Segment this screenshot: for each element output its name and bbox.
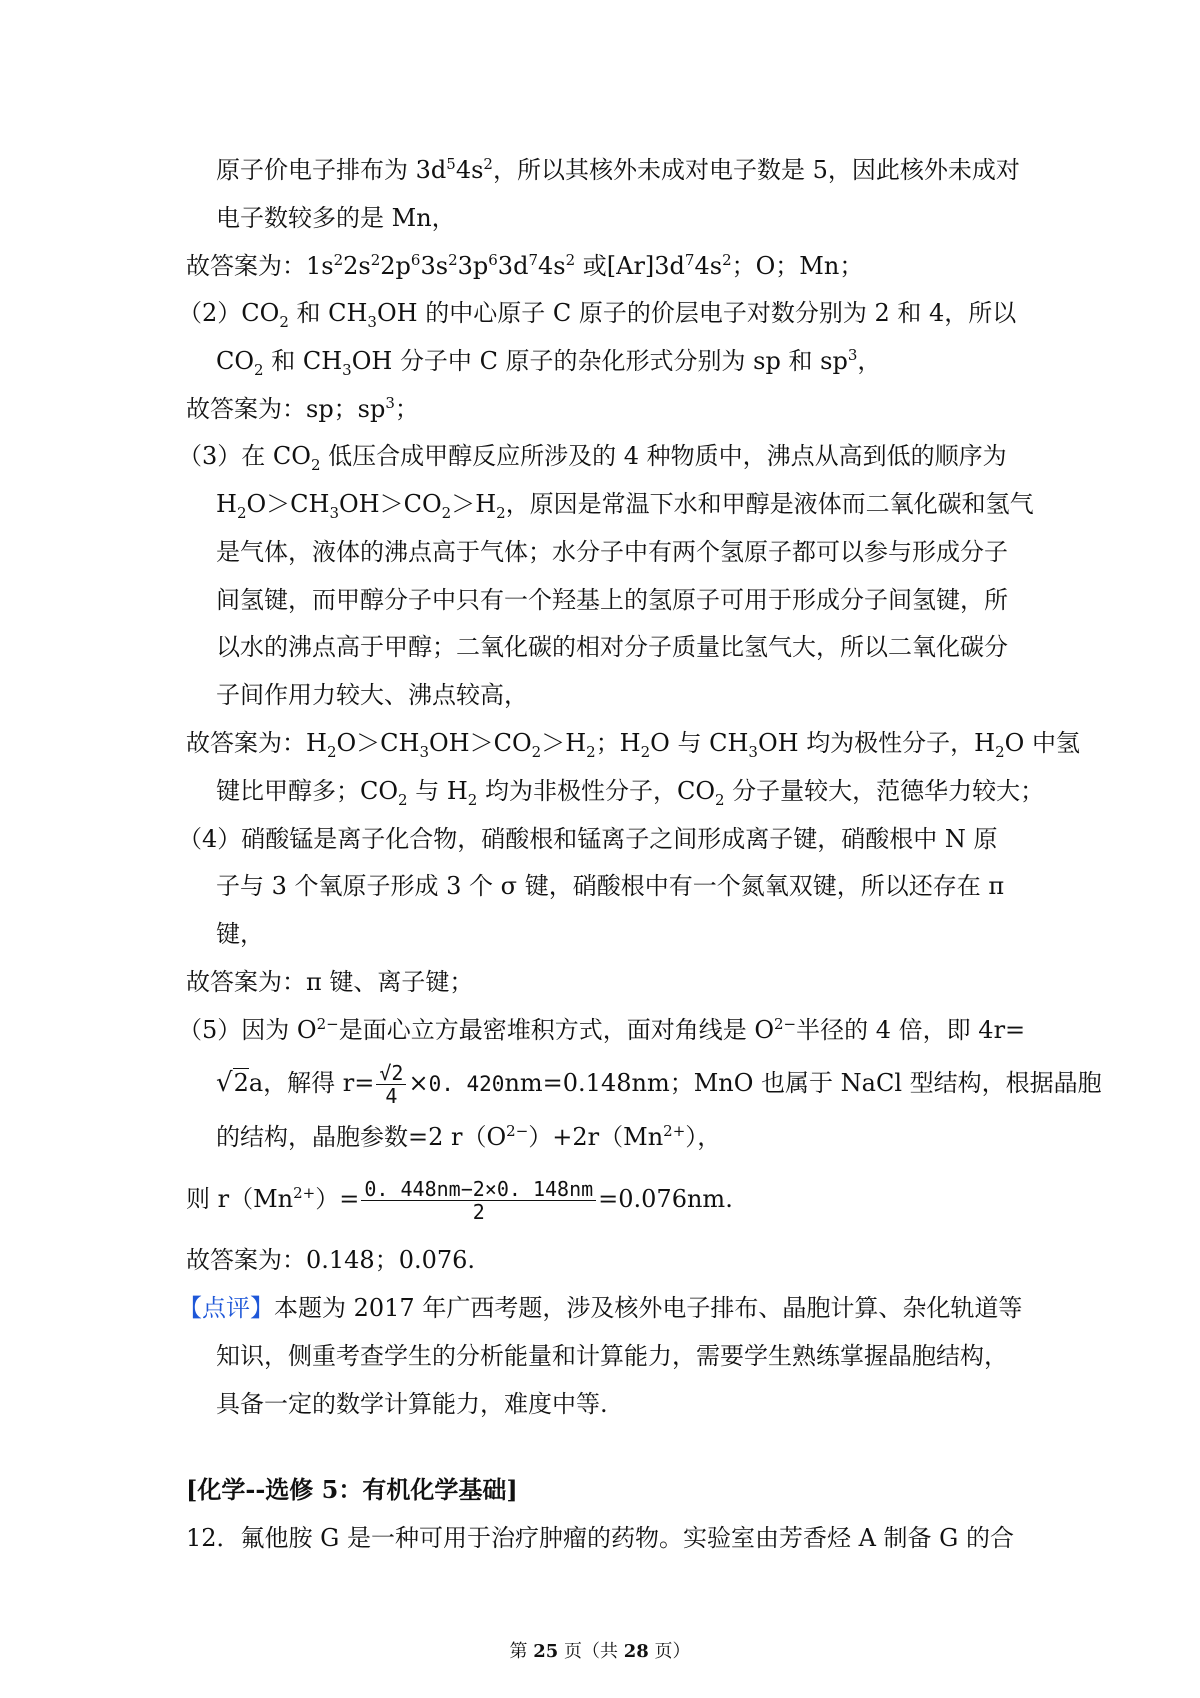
text-line: 子间作用力较大、沸点较高， bbox=[216, 681, 528, 709]
page-number: 25 bbox=[533, 1641, 559, 1662]
question-part-2: $(2)CO_2$ 和 $CH_3OH$ 的中心原子 C 原子的价层电子对数分别为 2 和 4，所以 bbox=[178, 299, 1017, 331]
text-line: $CO_2$ 和 $CH_3OH$ 分子中 C 原子的杂化形式分别为 sp 和 $sp^3$， bbox=[216, 346, 882, 379]
text-line: 键， bbox=[216, 920, 264, 948]
fraction-mn-radius: $\frac{0. 448nm-2\times 0. 148nm}{2}$ bbox=[361, 1178, 596, 1223]
text-line: 的结构，晶胞参数=2 $r(O^{2-})+2r(Mn^{2+})$， bbox=[216, 1122, 722, 1151]
text-line: 知识，侧重考查学生的分析能量和计算能力，需要学生熟练掌握晶胞结构， bbox=[216, 1342, 1008, 1370]
text-line: 间氢键，而甲醇分子中只有一个羟基上的氢原子可用于形成分子间氢键，所 bbox=[216, 586, 1008, 614]
answer-line: 故答案为：sp；$sp^3$； bbox=[186, 394, 419, 423]
answer-line: 故答案为：0.148；0.076. bbox=[186, 1246, 476, 1274]
answer-line: 故答案为：π 键、离子键； bbox=[186, 968, 474, 996]
text-line: 电子数较多的是 Mn， bbox=[216, 204, 456, 232]
text-line: 具备一定的数学计算能力，难度中等. bbox=[216, 1390, 608, 1418]
question-12: 12．氟他胺 G 是一种可用于治疗肿瘤的药物。实验室由芳香烃 A 制备 G 的合 bbox=[186, 1524, 1014, 1552]
question-part-4: （4）硝酸锰是离子化合物，硝酸根和锰离子之间形成离子键，硝酸根中 N 原 bbox=[178, 825, 998, 853]
text-line: 键比甲醇多；$CO_2$ 与 $H_2$ 均为非极性分子，$CO_2$ 分子量较大，范德华力较大； bbox=[216, 777, 1045, 809]
text-line: $H_2O>CH_3OH>CO_2>H_2$，原因是常温下水和甲醇是液体而二氧化碳和氢气 bbox=[216, 490, 1034, 522]
text-line: 原子价电子排布为 $3d^54s^2$，所以其核外未成对电子数是 5，因此核外未成对 bbox=[216, 155, 1020, 184]
page-footer: 第 25 页（共 28 页） bbox=[509, 1641, 691, 1662]
question-part-5: （5）因为 $O^{2-}$是面心立方最密堆积方式，面对角线是 $O^{2-}$半径的 4 倍，即 4r= bbox=[178, 1015, 1026, 1044]
section-heading: [化学--选修 5：有机化学基础] bbox=[186, 1475, 518, 1504]
text-line: 是气体，液体的沸点高于气体；水分子中有两个氢原子都可以参与形成分子 bbox=[216, 538, 1008, 566]
formula-line: 则 $r(Mn^{2+})=$ $\frac{0. 448nm-2\times 0. 148nm}{2}$ =0.076nm. bbox=[186, 1177, 733, 1224]
comment-line: 【点评】本题为 2017 年广西考题，涉及核外电子排布、晶胞计算、杂化轨道等 bbox=[178, 1294, 1023, 1322]
answer-line: 故答案为：$1s^22s^22p^63s^23p^63d^74s^2$ 或$[Ar]3d^74s^2$；O；Mn； bbox=[186, 251, 864, 280]
sqrt-expression: √2 bbox=[216, 1068, 249, 1098]
text-line: 以水的沸点高于甲醇；二氧化碳的相对分子质量比氢气大，所以二氧化碳分 bbox=[216, 633, 1008, 661]
fraction-r: $\frac{√2}{4}$ bbox=[376, 1062, 406, 1107]
answer-line: 故答案为：$H_2O>CH_3OH>CO_2>H_2$；$H_2O$ 与 $CH_3OH$ 均为极性分子，$H_2O$ 中氢 bbox=[186, 729, 1080, 761]
formula-line: √2a，解得 r= $\frac{√2}{4}$ ×0. 420nm=0.148nm；MnO 也属于 NaCl 型结构，根据晶胞 bbox=[216, 1061, 1102, 1108]
text-line: 子与 3 个氧原子形成 3 个 σ 键，硝酸根中有一个氮氧双键，所以还存在 π bbox=[216, 872, 1005, 900]
page-total: 28 bbox=[623, 1641, 649, 1662]
question-part-3: （3）在 $CO_2$ 低压合成甲醇反应所涉及的 4 种物质中，沸点从高到低的顺序为 bbox=[178, 442, 1007, 474]
comment-tag: 【点评】 bbox=[178, 1294, 274, 1322]
